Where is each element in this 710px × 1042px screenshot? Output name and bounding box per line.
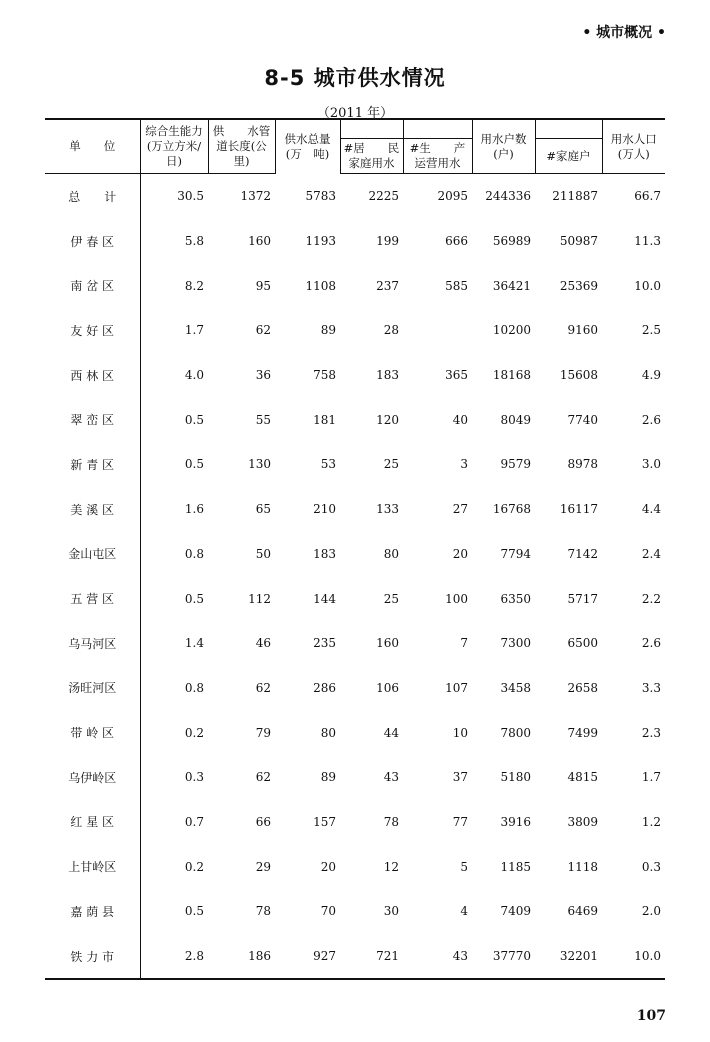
table-row [45,174,665,219]
table-body [45,174,665,980]
col-header-unit: 单 位 [45,119,140,174]
cell-total: 89 [320,323,336,338]
table-header [45,119,665,174]
cell-population: 2.0 [641,904,661,919]
cell-household: 237 [376,278,399,293]
cell-family-users: 2658 [567,680,598,695]
table-row [45,442,665,487]
cell-name: 翠 峦 区 [70,413,115,428]
cell-household: 25 [383,591,399,606]
cell-family-users: 7499 [567,725,598,740]
cell-production: 107 [445,680,468,695]
cell-capacity: 8.2 [140,263,208,308]
cell-users: 5180 [500,770,531,785]
col-header-household-use: #居 民家庭用水 [340,139,403,174]
cell-users: 7409 [500,904,531,919]
cell-users: 36421 [492,278,531,293]
cell-name: 乌伊岭区 [68,770,117,785]
cell-population: 10.0 [602,934,665,980]
table-row [45,576,665,621]
table-row [45,889,665,934]
cell-capacity: 2.8 [140,934,208,980]
cell-population: 66.7 [634,189,661,204]
cell-name: 西 林 区 [70,368,115,383]
cell-household: 30 [383,904,399,919]
cell-production: 20 [452,546,468,561]
cell-production: 5 [460,859,468,874]
cell-name: 金山屯区 [68,547,117,562]
cell-pipe: 130 [248,457,271,472]
cell-pipe: 36 [255,368,271,383]
cell-total: 53 [320,457,336,472]
cell-production: 40 [452,412,468,427]
cell-users: 7794 [500,546,531,561]
cell-household: 2225 [368,189,399,204]
cell-name: 乌马河区 [68,636,117,651]
table-row [45,710,665,755]
cell-production: 365 [445,368,468,383]
cell-total: 157 [313,814,336,829]
table-row [45,934,665,980]
cell-capacity: 30.5 [140,174,208,219]
cell-total: 5783 [305,189,336,204]
cell-pipe: 55 [255,412,271,427]
cell-production [403,308,472,353]
cell-total: 80 [320,725,336,740]
cell-family-users: 5717 [567,591,598,606]
cell-family-users: 7740 [567,412,598,427]
cell-household: 183 [376,368,399,383]
cell-population: 4.4 [641,502,661,517]
cell-total: 70 [320,904,336,919]
cell-family-users: 6469 [567,904,598,919]
cell-users: 7300 [500,636,531,651]
cell-name: 汤旺河区 [68,681,117,696]
cell-production: 37 [452,770,468,785]
col-header-family-users: #家庭户 [535,139,602,174]
cell-users: 1185 [500,859,531,874]
cell-population: 1.7 [641,770,661,785]
cell-users: 9579 [500,457,531,472]
cell-population: 1.2 [641,814,661,829]
cell-pipe: 79 [255,725,271,740]
cell-household: 133 [376,502,399,517]
cell-production: 7 [460,636,468,651]
cell-users: 18168 [492,368,531,383]
cell-pipe: 46 [255,636,271,651]
cell-users: 56989 [492,234,531,249]
cell-capacity: 0.8 [140,666,208,711]
cell-capacity: 0.8 [140,532,208,577]
cell-pipe: 1372 [240,189,271,204]
page-number: 107 [636,1008,666,1024]
cell-family-users: 15608 [559,368,598,383]
cell-household: 12 [383,859,399,874]
cell-population: 11.3 [634,234,661,249]
cell-total: 183 [313,546,336,561]
cell-production: 2095 [437,189,468,204]
table-row [45,219,665,264]
water-supply-table-container [45,118,665,980]
cell-family-users: 6500 [567,636,598,651]
water-supply-table [45,118,665,980]
cell-capacity: 0.5 [140,442,208,487]
cell-capacity: 0.3 [140,755,208,800]
col-header-blank [403,119,472,139]
cell-pipe: 186 [208,934,275,980]
cell-family-users: 9160 [567,323,598,338]
cell-name: 红 星 区 [70,815,115,830]
cell-population: 2.6 [641,412,661,427]
cell-family-users: 8978 [567,457,598,472]
cell-production: 77 [452,814,468,829]
cell-name: 南 岔 区 [70,279,115,294]
cell-production: 43 [403,934,472,980]
cell-name: 五 营 区 [70,592,115,607]
cell-name: 新 青 区 [70,457,115,472]
cell-users: 3916 [500,814,531,829]
cell-family-users: 211887 [552,189,598,204]
section-header: • 城市概况 • [582,25,666,41]
cell-family-users: 3809 [567,814,598,829]
cell-household: 199 [376,234,399,249]
cell-family-users: 25369 [559,278,598,293]
cell-production: 100 [445,591,468,606]
cell-production: 4 [460,904,468,919]
cell-name: 上甘岭区 [68,860,117,875]
table-row [45,397,665,442]
cell-family-users: 7142 [567,546,598,561]
cell-population: 2.5 [641,323,661,338]
cell-pipe: 66 [255,814,271,829]
cell-capacity: 5.8 [140,219,208,264]
col-header-pipe-length: 供 水管道长度(公 里) [208,119,275,174]
cell-total: 181 [313,412,336,427]
cell-name: 铁 力 市 [45,934,140,980]
cell-pipe: 62 [255,770,271,785]
page-title: 8-5 城市供水情况 [264,66,446,90]
cell-users: 37770 [472,934,535,980]
col-header-blank [535,119,602,139]
cell-family-users: 16117 [559,502,598,517]
cell-household: 120 [376,412,399,427]
cell-production: 27 [452,502,468,517]
cell-users: 16768 [492,502,531,517]
cell-users: 244336 [485,189,531,204]
col-header-users: 用水户数(户) [472,119,535,174]
cell-total: 1193 [305,234,336,249]
col-header-capacity: 综合生能力(万立方米/日) [140,119,208,174]
cell-users: 7800 [500,725,531,740]
cell-capacity: 0.2 [140,710,208,755]
cell-capacity: 1.4 [140,621,208,666]
cell-pipe: 112 [248,591,271,606]
table-row [45,532,665,577]
cell-family-users: 1118 [567,859,598,874]
cell-capacity: 1.7 [140,308,208,353]
cell-total: 1108 [305,278,336,293]
table-row [45,487,665,532]
cell-users: 8049 [500,412,531,427]
cell-household: 43 [383,770,399,785]
cell-total: 89 [320,770,336,785]
cell-population: 3.3 [641,680,661,695]
cell-capacity: 4.0 [140,353,208,398]
table-row [45,755,665,800]
cell-population: 3.0 [641,457,661,472]
cell-pipe: 65 [255,502,271,517]
col-header-production-use: #生 产运营用水 [403,139,472,174]
cell-family-users: 4815 [567,770,598,785]
cell-name: 美 溪 区 [70,502,115,517]
table-row [45,666,665,711]
table-row [45,353,665,398]
cell-household: 78 [383,814,399,829]
cell-production: 666 [445,234,468,249]
cell-population: 10.0 [634,278,661,293]
cell-population: 2.6 [641,636,661,651]
cell-pipe: 78 [255,904,271,919]
cell-pipe: 95 [255,278,271,293]
cell-name: 总 计 [68,189,117,204]
cell-name: 友 好 区 [70,323,115,338]
cell-capacity: 0.7 [140,800,208,845]
cell-pipe: 29 [255,859,271,874]
cell-household: 106 [376,680,399,695]
col-header-population: 用水人口(万人) [602,119,665,174]
cell-capacity: 1.6 [140,487,208,532]
table-row [45,844,665,889]
cell-population: 2.4 [641,546,661,561]
cell-production: 585 [445,278,468,293]
cell-household: 80 [383,546,399,561]
table-row [45,263,665,308]
cell-total: 20 [320,859,336,874]
cell-pipe: 50 [255,546,271,561]
cell-total: 286 [313,680,336,695]
cell-household: 721 [340,934,403,980]
cell-family-users: 50987 [559,234,598,249]
cell-users: 6350 [500,591,531,606]
table-row [45,621,665,666]
cell-capacity: 0.5 [140,889,208,934]
cell-capacity: 0.5 [140,576,208,621]
cell-total: 210 [313,502,336,517]
year-subtitle: （2011 年） [316,106,394,121]
cell-name: 伊 春 区 [70,234,115,249]
cell-population: 2.3 [641,725,661,740]
cell-population: 0.3 [641,859,661,874]
cell-production: 10 [452,725,468,740]
cell-total: 235 [313,636,336,651]
col-header-blank [340,119,403,139]
cell-total: 758 [313,368,336,383]
cell-pipe: 62 [255,323,271,338]
cell-total: 927 [275,934,340,980]
cell-capacity: 0.5 [140,397,208,442]
cell-household: 25 [383,457,399,472]
cell-production: 3 [460,457,468,472]
cell-population: 2.2 [641,591,661,606]
cell-household: 160 [376,636,399,651]
cell-capacity: 0.2 [140,844,208,889]
cell-family-users: 32201 [535,934,602,980]
table-row [45,308,665,353]
cell-name: 带 岭 区 [70,726,115,741]
cell-household: 28 [383,323,399,338]
cell-users: 3458 [500,680,531,695]
col-header-total-supply: 供水总量(万 吨) [275,119,340,174]
cell-household: 44 [383,725,399,740]
cell-pipe: 160 [248,234,271,249]
cell-population: 4.9 [641,368,661,383]
table-row [45,800,665,845]
cell-total: 144 [313,591,336,606]
cell-name: 嘉 荫 县 [70,904,115,919]
cell-users: 10200 [492,323,531,338]
cell-pipe: 62 [255,680,271,695]
